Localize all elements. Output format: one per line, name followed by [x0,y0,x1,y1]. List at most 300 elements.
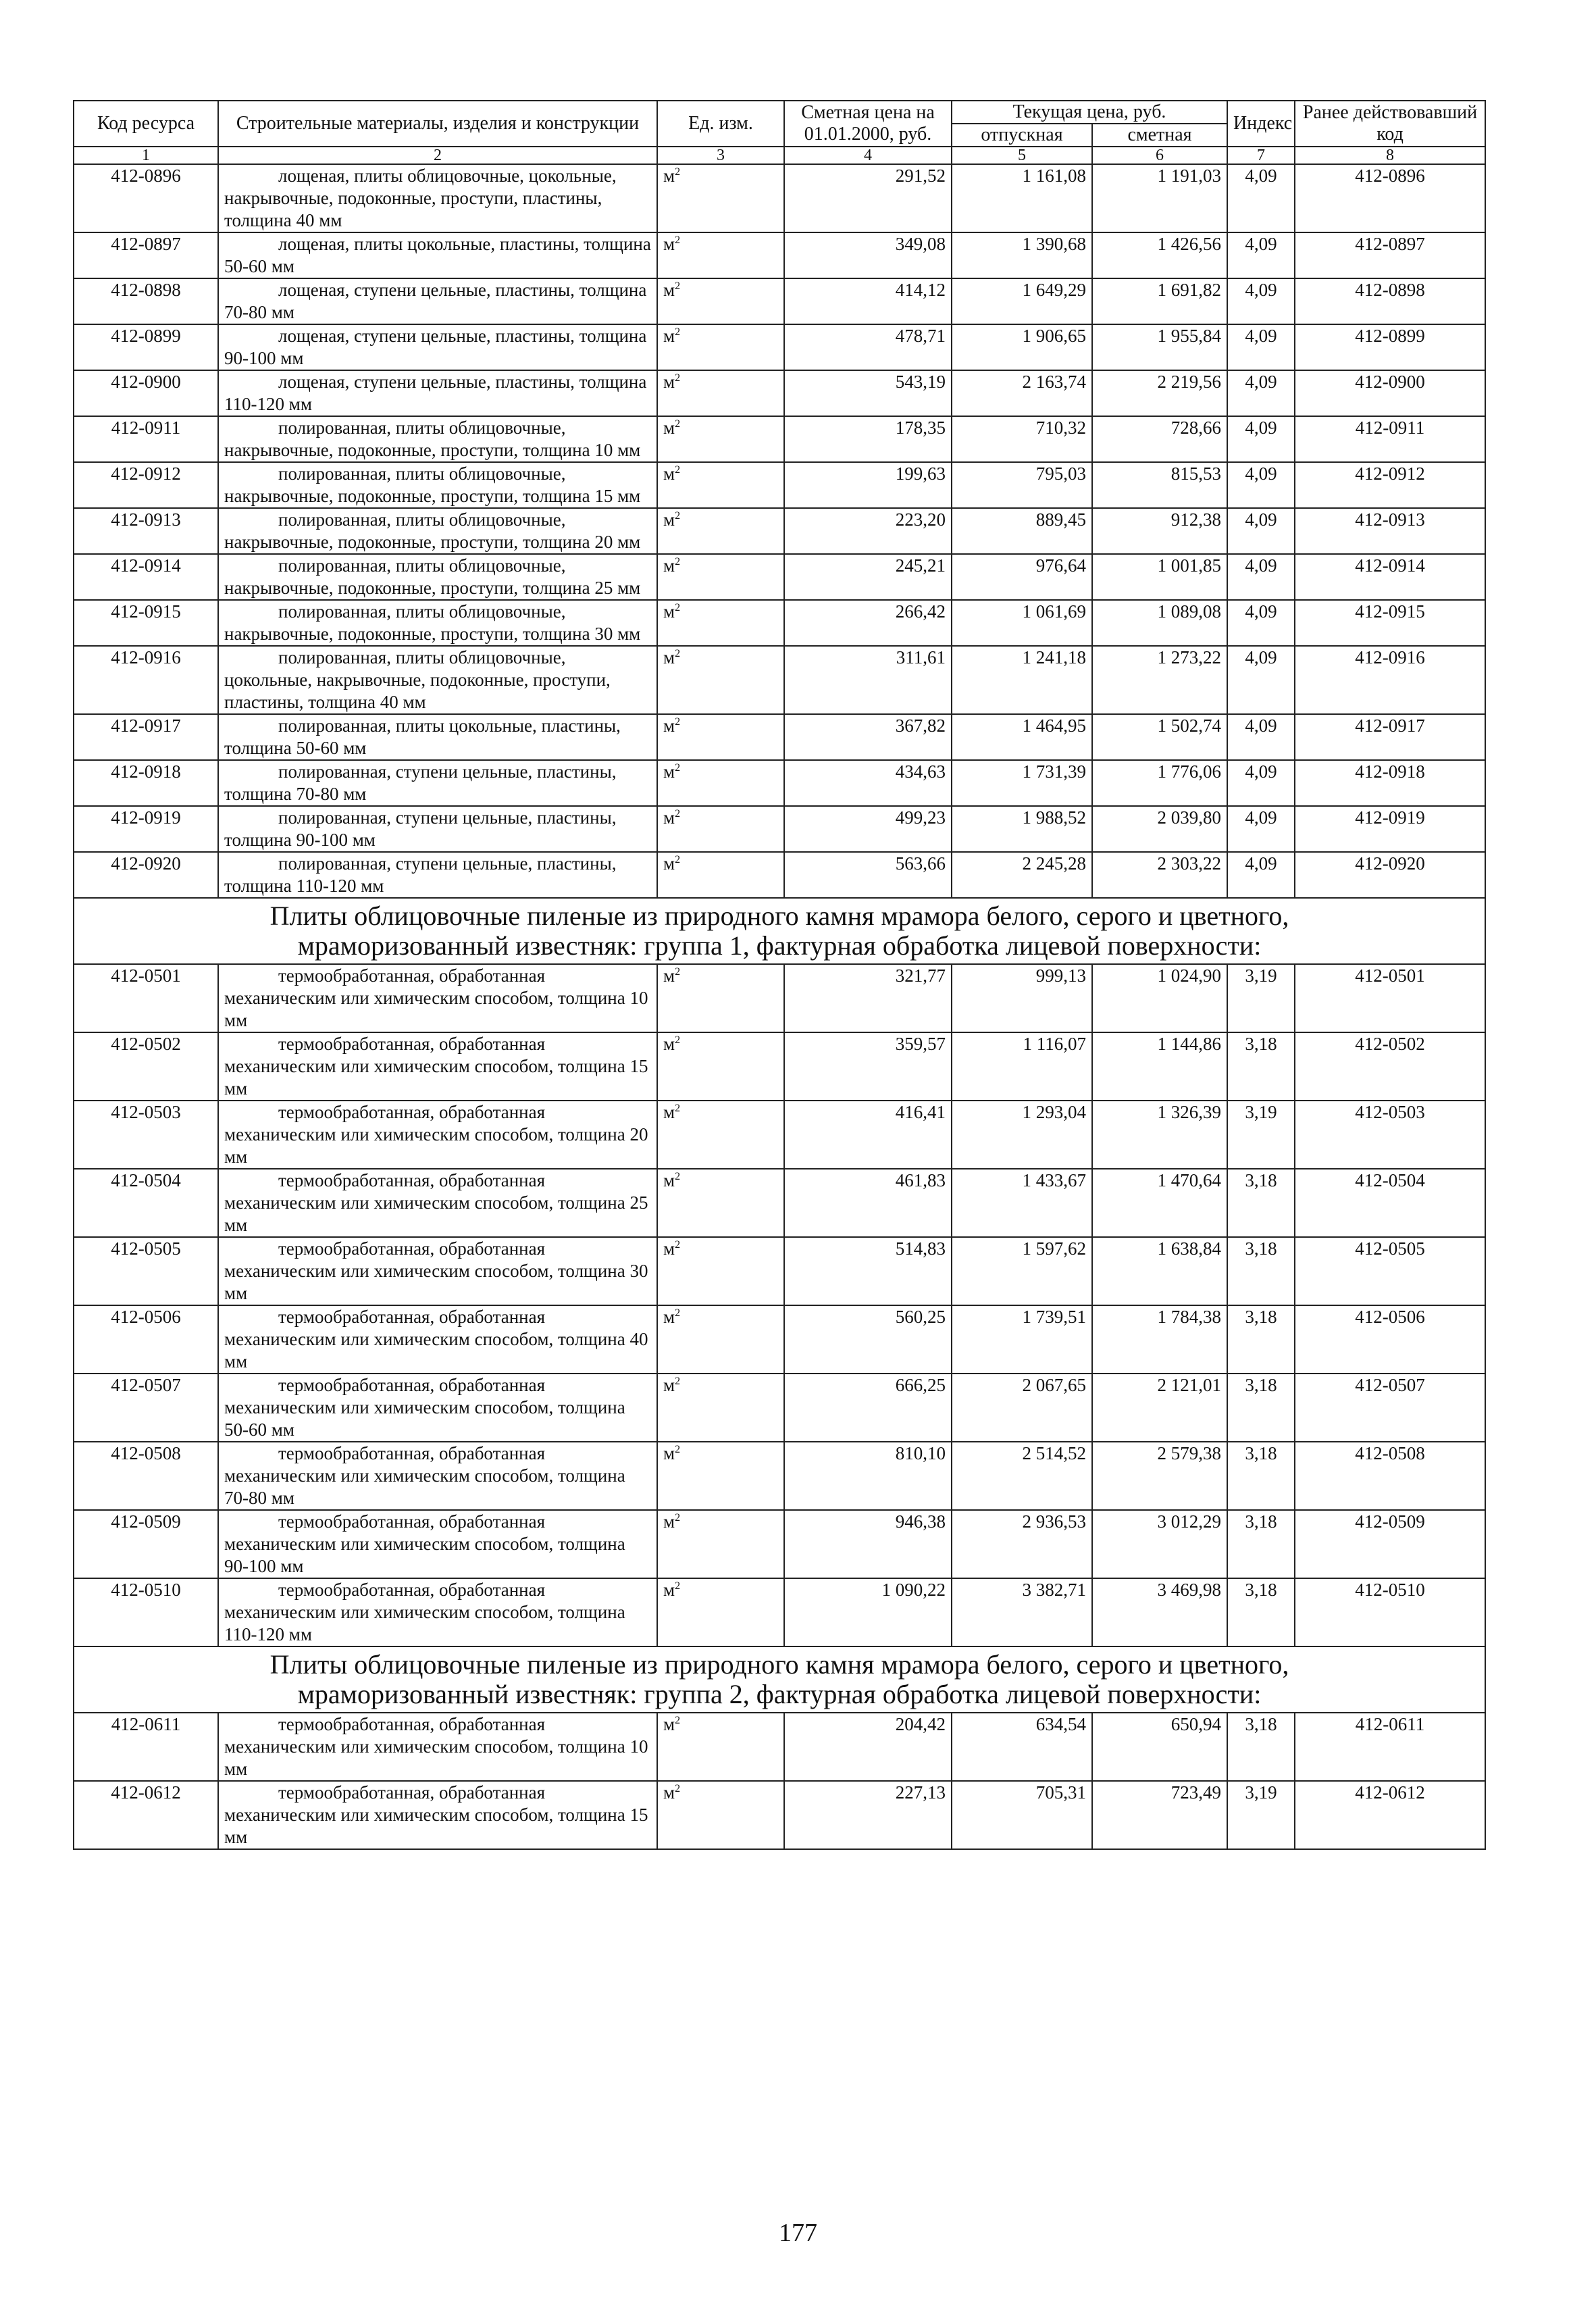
previous-code: 412-0913 [1295,508,1485,554]
column-number: 1 [74,147,218,164]
table-row [74,852,1485,898]
price-2000: 514,83 [784,1237,952,1305]
resource-code: 412-0915 [74,600,218,646]
price-index: 3,19 [1227,1781,1295,1849]
table-row [74,1305,1485,1374]
section-title-line: мраморизованный известняк: группа 1, фактурная обработка лицевой поверхности: [297,930,1262,961]
resource-code: 412-0501 [74,964,218,1032]
estimate-price: 1 273,22 [1092,646,1227,714]
previous-code: 412-0611 [1295,1713,1485,1781]
resource-code: 412-0914 [74,554,218,600]
unit-power: 2 [675,1171,681,1182]
unit-power: 2 [675,1444,681,1455]
unit [657,964,784,1032]
price-index: 3,18 [1227,1442,1295,1510]
table-row [74,1032,1485,1101]
estimate-price: 1 144,86 [1092,1032,1227,1101]
unit [657,1032,784,1101]
unit-symbol: м [663,965,675,986]
table-row [74,600,1485,646]
resource-code: 412-0611 [74,1713,218,1781]
price-2000: 946,38 [784,1510,952,1578]
price-2000: 204,42 [784,1713,952,1781]
estimate-price: 1 784,38 [1092,1305,1227,1374]
resource-code: 412-0896 [74,164,218,232]
release-price: 1 739,51 [952,1305,1092,1374]
group-1-rows [74,964,1485,1646]
unit-symbol: м [663,601,675,622]
material-name: термообработанная, обработанная механическим или химическим способом, толщина 10 мм [218,1713,657,1781]
estimate-price: 2 121,01 [1092,1374,1227,1442]
unit [657,164,784,232]
resource-code: 412-0912 [74,462,218,508]
release-price: 1 597,62 [952,1237,1092,1305]
previous-code: 412-0917 [1295,714,1485,760]
unit-symbol: м [663,418,675,438]
unit-power: 2 [675,1376,681,1387]
unit [657,370,784,416]
table-row [74,232,1485,278]
unit-power: 2 [675,1580,681,1592]
unit [657,1510,784,1578]
page-number: 177 [779,2219,817,2247]
price-2000: 563,66 [784,852,952,898]
price-2000: 478,71 [784,324,952,370]
price-2000: 178,35 [784,416,952,462]
price-index: 4,09 [1227,232,1295,278]
unit-symbol: м [663,1375,675,1395]
price-index: 4,09 [1227,714,1295,760]
header-name: Строительные материалы, изделия и конструкции [218,101,657,147]
resource-code: 412-0503 [74,1101,218,1169]
material-name: полированная, ступени цельные, пластины, толщина 90-100 мм [218,806,657,852]
unit [657,1442,784,1510]
release-price: 1 061,69 [952,600,1092,646]
release-price: 1 988,52 [952,806,1092,852]
previous-code: 412-0914 [1295,554,1485,600]
previous-code: 412-0920 [1295,852,1485,898]
previous-code: 412-0501 [1295,964,1485,1032]
unit [657,1713,784,1781]
estimate-price: 1 089,08 [1092,600,1227,646]
unit [657,324,784,370]
table-row [74,806,1485,852]
unit-symbol: м [663,509,675,530]
price-index: 4,09 [1227,324,1295,370]
previous-code: 412-0896 [1295,164,1485,232]
material-name: полированная, плиты облицовочные, накрывочные, подоконные, проступи, толщина 20 мм [218,508,657,554]
previous-code: 412-0915 [1295,600,1485,646]
unit [657,1781,784,1849]
release-price: 1 293,04 [952,1101,1092,1169]
unit-symbol: м [663,555,675,576]
unit-power: 2 [675,1034,681,1046]
estimate-price: 1 024,90 [1092,964,1227,1032]
resource-code: 412-0507 [74,1374,218,1442]
price-2000: 414,12 [784,278,952,324]
unit-power: 2 [675,166,681,178]
resource-code: 412-0509 [74,1510,218,1578]
unit [657,462,784,508]
price-index: 4,09 [1227,416,1295,462]
material-name: лощеная, ступени цельные, пластины, толщина 70-80 мм [218,278,657,324]
unit-power: 2 [675,1239,681,1251]
price-table-sheet [73,100,1485,1850]
unit-power: 2 [675,1783,681,1794]
unit-symbol: м [663,761,675,782]
table-row [74,714,1485,760]
previous-code: 412-0505 [1295,1237,1485,1305]
estimate-price: 3 469,98 [1092,1578,1227,1646]
price-index: 4,09 [1227,164,1295,232]
column-number: 8 [1295,147,1485,164]
header-current-price: Текущая цена, руб. [952,101,1227,124]
section-heading-group-1 [74,898,1485,964]
header-index: Индекс [1227,101,1295,147]
unit [657,646,784,714]
column-number: 3 [657,147,784,164]
header-unit: Ед. изм. [657,101,784,147]
table-row [74,760,1485,806]
release-price: 1 116,07 [952,1032,1092,1101]
resource-code: 412-0506 [74,1305,218,1374]
previous-code: 412-0900 [1295,370,1485,416]
unit-power: 2 [675,808,681,820]
price-2000: 543,19 [784,370,952,416]
material-name: полированная, плиты облицовочные, накрывочные, подоконные, проступи, толщина 15 мм [218,462,657,508]
resource-code: 412-0510 [74,1578,218,1646]
table-row [74,370,1485,416]
unit-power: 2 [675,1103,681,1114]
estimate-price: 2 219,56 [1092,370,1227,416]
header-prev-code: Ранее действовавший код [1295,101,1485,147]
unit-symbol: м [663,1511,675,1532]
release-price: 710,32 [952,416,1092,462]
release-price: 2 936,53 [952,1510,1092,1578]
unit-symbol: м [663,1307,675,1327]
previous-code: 412-0509 [1295,1510,1485,1578]
section-title-line: Плиты облицовочные пиленые из природного камня мрамора белого, серого и цветного, [269,1649,1289,1680]
previous-code: 412-0898 [1295,278,1485,324]
material-name: лощеная, плиты облицовочные, цокольные, накрывочные, подоконные, проступи, пластины, толщина 40 мм [218,164,657,232]
section-title-line: Плиты облицовочные пиленые из природного камня мрамора белого, серого и цветного, [269,901,1289,931]
unit-power: 2 [675,648,681,659]
unit [657,278,784,324]
estimate-price: 728,66 [1092,416,1227,462]
previous-code: 412-0504 [1295,1169,1485,1237]
unit-symbol: м [663,1238,675,1259]
price-index: 3,18 [1227,1305,1295,1374]
resource-code: 412-0897 [74,232,218,278]
price-2000: 810,10 [784,1442,952,1510]
table-row [74,1169,1485,1237]
unit-symbol: м [663,1443,675,1463]
header-code: Код ресурса [74,101,218,147]
resource-code: 412-0898 [74,278,218,324]
price-2000: 227,13 [784,1781,952,1849]
table-header [74,101,1485,164]
column-number: 7 [1227,147,1295,164]
header-release: отпускная [952,124,1092,147]
table-row [74,1101,1485,1169]
material-name: термообработанная, обработанная механическим или химическим способом, толщина 90-100 мм [218,1510,657,1578]
estimate-price: 1 638,84 [1092,1237,1227,1305]
release-price: 1 649,29 [952,278,1092,324]
release-price: 1 241,18 [952,646,1092,714]
unit [657,600,784,646]
price-index: 3,18 [1227,1169,1295,1237]
unit [657,508,784,554]
estimate-price: 1 001,85 [1092,554,1227,600]
previous-code: 412-0899 [1295,324,1485,370]
release-price: 1 433,67 [952,1169,1092,1237]
price-2000: 560,25 [784,1305,952,1374]
resource-code: 412-0612 [74,1781,218,1849]
release-price: 1 390,68 [952,232,1092,278]
material-name: полированная, плиты цокольные, пластины, толщина 50-60 мм [218,714,657,760]
resource-code: 412-0505 [74,1237,218,1305]
unit-power: 2 [675,966,681,978]
unit [657,1169,784,1237]
material-name: полированная, ступени цельные, пластины, толщина 110-120 мм [218,852,657,898]
unit-power: 2 [675,1715,681,1726]
material-name: термообработанная, обработанная механическим или химическим способом, толщина 20 мм [218,1101,657,1169]
unit-symbol: м [663,1580,675,1600]
unit-power: 2 [675,372,681,384]
group-lustred-polished [74,164,1485,898]
table-row [74,646,1485,714]
unit-power: 2 [675,716,681,728]
previous-code: 412-0508 [1295,1442,1485,1510]
previous-code: 412-0510 [1295,1578,1485,1646]
estimate-price: 723,49 [1092,1781,1227,1849]
release-price: 1 731,39 [952,760,1092,806]
unit-symbol: м [663,647,675,668]
table-row [74,554,1485,600]
material-name: полированная, ступени цельные, пластины, толщина 70-80 мм [218,760,657,806]
unit-symbol: м [663,1170,675,1190]
material-name: термообработанная, обработанная механическим или химическим способом, толщина 15 мм [218,1781,657,1849]
unit-power: 2 [675,1512,681,1524]
estimate-price: 1 502,74 [1092,714,1227,760]
estimate-price: 1 326,39 [1092,1101,1227,1169]
unit [657,232,784,278]
material-name: термообработанная, обработанная механическим или химическим способом, толщина 50-60 мм [218,1374,657,1442]
unit-symbol: м [663,715,675,736]
price-index: 4,09 [1227,508,1295,554]
estimate-price: 1 776,06 [1092,760,1227,806]
resource-code: 412-0913 [74,508,218,554]
table-row [74,278,1485,324]
release-price: 2 163,74 [952,370,1092,416]
unit [657,852,784,898]
estimate-price: 912,38 [1092,508,1227,554]
unit [657,1101,784,1169]
release-price: 3 382,71 [952,1578,1092,1646]
price-2000: 291,52 [784,164,952,232]
header-estimate: сметная [1092,124,1227,147]
unit-power: 2 [675,762,681,774]
price-2000: 266,42 [784,600,952,646]
table-row [74,508,1485,554]
unit-symbol: м [663,1714,675,1734]
unit-power: 2 [675,602,681,613]
previous-code: 412-0912 [1295,462,1485,508]
resource-code: 412-0916 [74,646,218,714]
material-name: полированная, плиты облицовочные, цокольные, накрывочные, подоконные, проступи, пластины, толщина 40 мм [218,646,657,714]
unit-power: 2 [675,854,681,865]
table-row [74,164,1485,232]
price-2000: 349,08 [784,232,952,278]
release-price: 795,03 [952,462,1092,508]
price-index: 3,18 [1227,1032,1295,1101]
unit-symbol: м [663,1034,675,1054]
section-title [74,1646,1485,1713]
price-2000: 416,41 [784,1101,952,1169]
price-2000: 359,57 [784,1032,952,1101]
estimate-price: 3 012,29 [1092,1510,1227,1578]
price-index: 4,09 [1227,760,1295,806]
unit-power: 2 [675,280,681,292]
column-number: 2 [218,147,657,164]
estimate-price: 815,53 [1092,462,1227,508]
material-name: лощеная, ступени цельные, пластины, толщина 110-120 мм [218,370,657,416]
unit-symbol: м [663,807,675,828]
table-row [74,1442,1485,1510]
estimate-price: 1 691,82 [1092,278,1227,324]
price-index: 4,09 [1227,370,1295,416]
price-index: 4,09 [1227,462,1295,508]
table-row [74,1374,1485,1442]
unit-power: 2 [675,464,681,476]
estimate-price: 650,94 [1092,1713,1227,1781]
unit-symbol: м [663,1102,675,1122]
resource-code: 412-0920 [74,852,218,898]
unit-symbol: м [663,1782,675,1803]
previous-code: 412-0916 [1295,646,1485,714]
section-title [74,898,1485,964]
previous-code: 412-0503 [1295,1101,1485,1169]
price-2000: 321,77 [784,964,952,1032]
price-2000: 1 090,22 [784,1578,952,1646]
estimate-price: 1 955,84 [1092,324,1227,370]
release-price: 1 464,95 [952,714,1092,760]
header-price-2000: Сметная цена на 01.01.2000, руб. [784,101,952,147]
unit-symbol: м [663,372,675,392]
table-row [74,1237,1485,1305]
release-price: 2 245,28 [952,852,1092,898]
estimate-price: 1 426,56 [1092,232,1227,278]
material-name: термообработанная, обработанная механическим или химическим способом, толщина 40 мм [218,1305,657,1374]
material-name: термообработанная, обработанная механическим или химическим способом, толщина 70-80 мм [218,1442,657,1510]
unit-symbol: м [663,166,675,186]
price-index: 4,09 [1227,554,1295,600]
unit [657,1578,784,1646]
unit-symbol: м [663,463,675,484]
material-name: полированная, плиты облицовочные, накрывочные, подоконные, проступи, толщина 10 мм [218,416,657,462]
table-row [74,964,1485,1032]
unit [657,554,784,600]
price-index: 4,09 [1227,646,1295,714]
unit [657,1237,784,1305]
unit-power: 2 [675,510,681,522]
material-name: полированная, плиты облицовочные, накрывочные, подоконные, проступи, толщина 25 мм [218,554,657,600]
unit-symbol: м [663,326,675,346]
unit-power: 2 [675,326,681,338]
price-2000: 223,20 [784,508,952,554]
table-row [74,1781,1485,1849]
release-price: 634,54 [952,1713,1092,1781]
unit [657,1305,784,1374]
unit [657,806,784,852]
resource-code: 412-0919 [74,806,218,852]
previous-code: 412-0507 [1295,1374,1485,1442]
price-index: 4,09 [1227,852,1295,898]
price-2000: 461,83 [784,1169,952,1237]
material-name: лощеная, плиты цокольные, пластины, толщина 50-60 мм [218,232,657,278]
estimate-price: 1 191,03 [1092,164,1227,232]
estimate-price: 1 470,64 [1092,1169,1227,1237]
unit-symbol: м [663,234,675,254]
resource-code: 412-0918 [74,760,218,806]
table-row [74,416,1485,462]
table-row [74,1713,1485,1781]
unit-power: 2 [675,234,681,246]
unit [657,760,784,806]
release-price: 2 514,52 [952,1442,1092,1510]
price-2000: 367,82 [784,714,952,760]
previous-code: 412-0612 [1295,1781,1485,1849]
price-index: 4,09 [1227,600,1295,646]
price-index: 3,18 [1227,1713,1295,1781]
material-name: термообработанная, обработанная механическим или химическим способом, толщина 110-120 мм [218,1578,657,1646]
column-number: 5 [952,147,1092,164]
price-index: 3,19 [1227,964,1295,1032]
unit-symbol: м [663,280,675,300]
price-index: 3,18 [1227,1578,1295,1646]
previous-code: 412-0918 [1295,760,1485,806]
previous-code: 412-0502 [1295,1032,1485,1101]
price-index: 4,09 [1227,806,1295,852]
column-number: 4 [784,147,952,164]
release-price: 1 906,65 [952,324,1092,370]
material-name: полированная, плиты облицовочные, накрывочные, подоконные, проступи, толщина 30 мм [218,600,657,646]
section-heading-group-2 [74,1646,1485,1713]
release-price: 999,13 [952,964,1092,1032]
column-numbers-row [74,147,1485,164]
group-2-rows [74,1713,1485,1849]
release-price: 889,45 [952,508,1092,554]
unit-symbol: м [663,853,675,874]
price-2000: 245,21 [784,554,952,600]
resource-code: 412-0900 [74,370,218,416]
material-name: лощеная, ступени цельные, пластины, толщина 90-100 мм [218,324,657,370]
unit-power: 2 [675,1307,681,1319]
price-2000: 311,61 [784,646,952,714]
release-price: 1 161,08 [952,164,1092,232]
previous-code: 412-0911 [1295,416,1485,462]
column-number: 6 [1092,147,1227,164]
estimate-price: 2 039,80 [1092,806,1227,852]
price-index: 3,19 [1227,1101,1295,1169]
material-name: термообработанная, обработанная механическим или химическим способом, толщина 30 мм [218,1237,657,1305]
price-index: 3,18 [1227,1237,1295,1305]
price-2000: 666,25 [784,1374,952,1442]
material-name: термообработанная, обработанная механическим или химическим способом, толщина 25 мм [218,1169,657,1237]
unit-power: 2 [675,418,681,430]
material-name: термообработанная, обработанная механическим или химическим способом, толщина 10 мм [218,964,657,1032]
table-row [74,1510,1485,1578]
